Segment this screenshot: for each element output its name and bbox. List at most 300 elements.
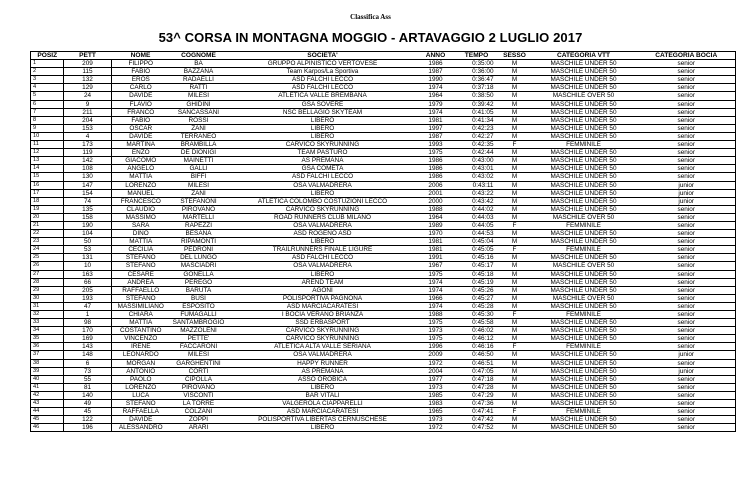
pett-cell: 73 (64, 367, 112, 375)
pett-cell: 148 (64, 351, 112, 359)
categoria-bocia-cell: senior (638, 416, 736, 424)
anno-cell: 1981 (418, 116, 454, 124)
pett-cell: 193 (64, 294, 112, 302)
tempo-cell: 0:45:26 (454, 286, 500, 294)
column-header: POSIZ (31, 52, 64, 60)
categoria-bocia-cell: junior (638, 197, 736, 205)
categoria-bocia-cell: senior (638, 262, 736, 270)
tempo-cell: 0:45:58 (454, 319, 500, 327)
posiz-cell: 11 (31, 141, 64, 149)
societa-cell: LIBERO (228, 132, 418, 140)
societa-cell: Team Karpos/La Sportiva (228, 68, 418, 76)
societa-cell: ASD ROGENO ASD (228, 230, 418, 238)
posiz-cell: 39 (31, 367, 64, 375)
nome-cell: LORENZO (112, 181, 170, 189)
pett-cell: 55 (64, 375, 112, 383)
pett-cell: 173 (64, 141, 112, 149)
cognome-cell: MILESI (170, 92, 228, 100)
categoria-vtt-cell: MASCHILE UNDER 50 (530, 165, 638, 173)
tempo-cell: 0:43:11 (454, 181, 500, 189)
table-row (31, 359, 736, 367)
table-row (31, 173, 736, 181)
categoria-vtt-cell: MASCHILE UNDER 50 (530, 84, 638, 92)
categoria-bocia-cell: senior (638, 270, 736, 278)
nome-cell: RAFFAELLO (112, 286, 170, 294)
anno-cell: 1989 (418, 221, 454, 229)
cognome-cell: GALLI (170, 165, 228, 173)
categoria-bocia-cell: junior (638, 189, 736, 197)
table-row (31, 400, 736, 408)
table-row (31, 157, 736, 165)
cognome-cell: MAZZOLENI (170, 327, 228, 335)
sesso-cell: M (500, 262, 530, 270)
categoria-vtt-cell: MASCHILE UNDER 50 (530, 100, 638, 108)
categoria-vtt-cell: MASCHILE UNDER 50 (530, 335, 638, 343)
tempo-cell: 0:46:02 (454, 327, 500, 335)
categoria-vtt-cell: MASCHILE UNDER 50 (530, 189, 638, 197)
nome-cell: MARTINA (112, 141, 170, 149)
posiz-cell: 16 (31, 181, 64, 189)
pett-cell: 190 (64, 221, 112, 229)
categoria-vtt-cell: MASCHILE UNDER 50 (530, 124, 638, 132)
anno-cell: 1975 (418, 319, 454, 327)
pett-cell: 211 (64, 108, 112, 116)
categoria-vtt-cell: MASCHILE UNDER 50 (530, 359, 638, 367)
sesso-cell: M (500, 181, 530, 189)
table-row (31, 351, 736, 359)
anno-cell: 1985 (418, 391, 454, 399)
posiz-cell: 9 (31, 124, 64, 132)
anno-cell: 1970 (418, 230, 454, 238)
posiz-cell: 40 (31, 375, 64, 383)
cognome-cell: FACCARONI (170, 343, 228, 351)
posiz-cell: 42 (31, 391, 64, 399)
categoria-bocia-cell: senior (638, 132, 736, 140)
anno-cell: 2009 (418, 351, 454, 359)
nome-cell: COSTANTINO (112, 327, 170, 335)
societa-cell: LIBERO (228, 124, 418, 132)
pett-cell: 81 (64, 383, 112, 391)
pett-cell: 204 (64, 116, 112, 124)
categoria-vtt-cell: MASCHILE UNDER 50 (530, 76, 638, 84)
societa-cell: OSA VALMADRERA (228, 181, 418, 189)
anno-cell: 1986 (418, 60, 454, 68)
categoria-bocia-cell: senior (638, 286, 736, 294)
categoria-vtt-cell: MASCHILE OVER 50 (530, 213, 638, 221)
nome-cell: FILIPPO (112, 60, 170, 68)
table-row (31, 278, 736, 286)
cognome-cell: CORTI (170, 367, 228, 375)
pett-cell: 66 (64, 278, 112, 286)
pett-cell: 108 (64, 165, 112, 173)
sesso-cell: M (500, 335, 530, 343)
table-row (31, 367, 736, 375)
table-row (31, 286, 736, 294)
cognome-cell: GHIDINI (170, 100, 228, 108)
categoria-bocia-cell: senior (638, 100, 736, 108)
sesso-cell: M (500, 230, 530, 238)
categoria-bocia-cell: senior (638, 124, 736, 132)
categoria-vtt-cell: FEMMINILE (530, 311, 638, 319)
sesso-cell: M (500, 108, 530, 116)
cognome-cell: PIROVANO (170, 205, 228, 213)
nome-cell: MORGAN (112, 359, 170, 367)
sesso-cell: M (500, 149, 530, 157)
table-row (31, 375, 736, 383)
nome-cell: GIACOMO (112, 157, 170, 165)
page-title: 53^ CORSA IN MONTAGNA MOGGIO - ARTAVAGGIO 2 LUGLIO 2017 (158, 30, 583, 45)
nome-cell: RAFFAELLA (112, 408, 170, 416)
categoria-bocia-cell: senior (638, 302, 736, 310)
table-row (31, 230, 736, 238)
tempo-cell: 0:47:29 (454, 391, 500, 399)
tempo-cell: 0:46:50 (454, 351, 500, 359)
pett-cell: 115 (64, 68, 112, 76)
table-row (31, 132, 736, 140)
categoria-bocia-cell: senior (638, 278, 736, 286)
societa-cell: SSD ERBASPORT (228, 319, 418, 327)
cognome-cell: MAINETTI (170, 157, 228, 165)
sesso-cell: M (500, 68, 530, 76)
societa-cell: I BOCIA VERANO BRIANZA (228, 311, 418, 319)
nome-cell: ANGELO (112, 165, 170, 173)
societa-cell: LIBERO (228, 270, 418, 278)
results-table-wrapper (30, 51, 735, 432)
nome-cell: OSCAR (112, 124, 170, 132)
table-row (31, 141, 736, 149)
column-header: SESSO (500, 52, 530, 60)
pett-cell: 49 (64, 400, 112, 408)
anno-cell: 1996 (418, 343, 454, 351)
pett-cell: 158 (64, 213, 112, 221)
categoria-bocia-cell: senior (638, 60, 736, 68)
societa-cell: ASD FALCHI LECCO (228, 76, 418, 84)
tempo-cell: 0:44:53 (454, 230, 500, 238)
pett-cell: 24 (64, 92, 112, 100)
table-row (31, 108, 736, 116)
societa-cell: ASD MARCIACARATESI (228, 302, 418, 310)
categoria-vtt-cell: MASCHILE UNDER 50 (530, 391, 638, 399)
posiz-cell: 35 (31, 335, 64, 343)
cognome-cell: LA TORRE (170, 400, 228, 408)
anno-cell: 1965 (418, 408, 454, 416)
table-row (31, 270, 736, 278)
categoria-bocia-cell: junior (638, 367, 736, 375)
table-row (31, 68, 736, 76)
posiz-cell: 3 (31, 76, 64, 84)
cognome-cell: CIPOLLA (170, 375, 228, 383)
table-row (31, 424, 736, 432)
categoria-vtt-cell: MASCHILE UNDER 50 (530, 270, 638, 278)
tempo-cell: 0:45:19 (454, 278, 500, 286)
sesso-cell: M (500, 165, 530, 173)
pett-cell: 129 (64, 84, 112, 92)
table-row (31, 408, 736, 416)
sesso-cell: M (500, 84, 530, 92)
categoria-bocia-cell: senior (638, 165, 736, 173)
table-row (31, 246, 736, 254)
anno-cell: 1986 (418, 165, 454, 173)
posiz-cell: 23 (31, 238, 64, 246)
anno-cell: 1975 (418, 270, 454, 278)
societa-cell: ASD FALCHI LECCO (228, 173, 418, 181)
nome-cell: CESARE (112, 270, 170, 278)
tempo-cell: 0:41:34 (454, 116, 500, 124)
categoria-vtt-cell: MASCHILE UNDER 50 (530, 230, 638, 238)
nome-cell: SARA (112, 221, 170, 229)
table-row (31, 238, 736, 246)
societa-cell: BAR VITALI (228, 391, 418, 399)
cognome-cell: BA (170, 60, 228, 68)
sesso-cell: M (500, 416, 530, 424)
posiz-cell: 36 (31, 343, 64, 351)
categoria-bocia-cell: senior (638, 84, 736, 92)
societa-cell: POLISPORTIVA LIBERTAS CERNUSCHESE (228, 416, 418, 424)
anno-cell: 2006 (418, 181, 454, 189)
tempo-cell: 0:37:18 (454, 84, 500, 92)
anno-cell: 1972 (418, 424, 454, 432)
posiz-cell: 14 (31, 165, 64, 173)
tempo-cell: 0:42:23 (454, 124, 500, 132)
categoria-bocia-cell: senior (638, 311, 736, 319)
table-row (31, 311, 736, 319)
tempo-cell: 0:45:04 (454, 238, 500, 246)
societa-cell: LIBERO (228, 189, 418, 197)
anno-cell: 1973 (418, 327, 454, 335)
table-row (31, 391, 736, 399)
categoria-bocia-cell: senior (638, 108, 736, 116)
column-header: TEMPO (454, 52, 500, 60)
sesso-cell: M (500, 359, 530, 367)
column-header: SOCIETA' (228, 52, 418, 60)
pett-cell: 10 (64, 262, 112, 270)
categoria-bocia-cell: senior (638, 213, 736, 221)
tempo-cell: 0:42:44 (454, 149, 500, 157)
posiz-cell: 38 (31, 359, 64, 367)
categoria-vtt-cell: MASCHILE UNDER 50 (530, 327, 638, 335)
categoria-bocia-cell: senior (638, 375, 736, 383)
nome-cell: CLAUDIO (112, 205, 170, 213)
categoria-bocia-cell: senior (638, 246, 736, 254)
societa-cell: LIBERO (228, 383, 418, 391)
nome-cell: STEFANO (112, 294, 170, 302)
nome-cell: FRANCO (112, 108, 170, 116)
cognome-cell: STEFANONI (170, 197, 228, 205)
sesso-cell: M (500, 189, 530, 197)
pett-cell: 50 (64, 238, 112, 246)
cognome-cell: MARTELLI (170, 213, 228, 221)
tempo-cell: 0:42:35 (454, 141, 500, 149)
sesso-cell: F (500, 311, 530, 319)
anno-cell: 1967 (418, 262, 454, 270)
posiz-cell: 4 (31, 84, 64, 92)
posiz-cell: 24 (31, 246, 64, 254)
societa-cell: ATLETICA ALTA VALLE SERIANA (228, 343, 418, 351)
nome-cell: DAVIDE (112, 132, 170, 140)
categoria-vtt-cell: MASCHILE OVER 50 (530, 294, 638, 302)
tempo-cell: 0:47:18 (454, 375, 500, 383)
cognome-cell: ZANI (170, 189, 228, 197)
tempo-cell: 0:39:42 (454, 100, 500, 108)
posiz-cell: 37 (31, 351, 64, 359)
posiz-cell: 6 (31, 100, 64, 108)
cognome-cell: FUMAGALLI (170, 311, 228, 319)
tempo-cell: 0:42:27 (454, 132, 500, 140)
table-row (31, 165, 736, 173)
posiz-cell: 15 (31, 173, 64, 181)
categoria-vtt-cell: MASCHILE OVER 50 (530, 262, 638, 270)
posiz-cell: 21 (31, 221, 64, 229)
anno-cell: 1988 (418, 205, 454, 213)
categoria-vtt-cell: MASCHILE UNDER 50 (530, 116, 638, 124)
tempo-cell: 0:38:50 (454, 92, 500, 100)
tempo-cell: 0:45:30 (454, 311, 500, 319)
societa-cell: ASD FALCHI LECCO (228, 84, 418, 92)
cognome-cell: RIPAMONTI (170, 238, 228, 246)
page-header: Classifica Ass (350, 13, 391, 21)
tempo-cell: 0:46:12 (454, 335, 500, 343)
posiz-cell: 18 (31, 197, 64, 205)
societa-cell: AS PREMANA (228, 157, 418, 165)
posiz-cell: 22 (31, 230, 64, 238)
categoria-bocia-cell: senior (638, 205, 736, 213)
categoria-bocia-cell: senior (638, 359, 736, 367)
sesso-cell: F (500, 408, 530, 416)
sesso-cell: M (500, 116, 530, 124)
anno-cell: 1981 (418, 246, 454, 254)
categoria-bocia-cell: senior (638, 254, 736, 262)
societa-cell: HAPPY RUNNER (228, 359, 418, 367)
categoria-vtt-cell: FEMMINILE (530, 408, 638, 416)
sesso-cell: M (500, 132, 530, 140)
anno-cell: 1973 (418, 383, 454, 391)
nome-cell: STEFANO (112, 254, 170, 262)
categoria-vtt-cell: MASCHILE UNDER 50 (530, 132, 638, 140)
cognome-cell: GARGHENTINI (170, 359, 228, 367)
anno-cell: 1988 (418, 311, 454, 319)
categoria-bocia-cell: senior (638, 173, 736, 181)
posiz-cell: 5 (31, 92, 64, 100)
sesso-cell: M (500, 302, 530, 310)
nome-cell: ANTONIO (112, 367, 170, 375)
categoria-bocia-cell: senior (638, 149, 736, 157)
pett-cell: 163 (64, 270, 112, 278)
categoria-vtt-cell: MASCHILE UNDER 50 (530, 278, 638, 286)
nome-cell: ENZO (112, 149, 170, 157)
categoria-vtt-cell: MASCHILE UNDER 50 (530, 238, 638, 246)
cognome-cell: RAPEZZI (170, 221, 228, 229)
anno-cell: 1979 (418, 100, 454, 108)
categoria-bocia-cell: senior (638, 319, 736, 327)
table-row (31, 205, 736, 213)
tempo-cell: 0:45:28 (454, 302, 500, 310)
sesso-cell: F (500, 141, 530, 149)
pett-cell: 170 (64, 327, 112, 335)
cognome-cell: ESPOSITO (170, 302, 228, 310)
nome-cell: DAVIDE (112, 92, 170, 100)
posiz-cell: 12 (31, 149, 64, 157)
cognome-cell: COLZANI (170, 408, 228, 416)
table-row (31, 92, 736, 100)
tempo-cell: 0:43:22 (454, 189, 500, 197)
categoria-bocia-cell: senior (638, 343, 736, 351)
societa-cell: POLISPORTIVA PAGNONA (228, 294, 418, 302)
table-row (31, 294, 736, 302)
pett-cell: 147 (64, 181, 112, 189)
categoria-bocia-cell: junior (638, 351, 736, 359)
societa-cell: LIBERO (228, 116, 418, 124)
societa-cell: ROAD RUNNERS CLUB MILANO (228, 213, 418, 221)
sesso-cell: M (500, 213, 530, 221)
societa-cell: GRUPPO ALPINISTICO VERTOVESE (228, 60, 418, 68)
categoria-bocia-cell: senior (638, 424, 736, 432)
societa-cell: CARVICO SKYRUNNING (228, 327, 418, 335)
results-table (30, 51, 736, 432)
tempo-cell: 0:47:42 (454, 416, 500, 424)
anno-cell: 1975 (418, 335, 454, 343)
table-row (31, 302, 736, 310)
categoria-vtt-cell: MASCHILE UNDER 50 (530, 319, 638, 327)
categoria-bocia-cell: senior (638, 141, 736, 149)
tempo-cell: 0:44:02 (454, 205, 500, 213)
posiz-cell: 7 (31, 108, 64, 116)
categoria-vtt-cell: MASCHILE UNDER 50 (530, 181, 638, 189)
pett-cell: 74 (64, 197, 112, 205)
pett-cell: 154 (64, 189, 112, 197)
table-row (31, 124, 736, 132)
societa-cell: AGONI (228, 286, 418, 294)
sesso-cell: M (500, 238, 530, 246)
pett-cell: 104 (64, 230, 112, 238)
tempo-cell: 0:43:42 (454, 197, 500, 205)
anno-cell: 1990 (418, 76, 454, 84)
cognome-cell: BARUTA (170, 286, 228, 294)
cognome-cell: RADAELLI (170, 76, 228, 84)
column-header: NOME (112, 52, 170, 60)
posiz-cell: 10 (31, 132, 64, 140)
tempo-cell: 0:43:01 (454, 165, 500, 173)
anno-cell: 1986 (418, 157, 454, 165)
tempo-cell: 0:47:52 (454, 424, 500, 432)
societa-cell: CARVICO SKYRUNNING (228, 205, 418, 213)
posiz-cell: 19 (31, 205, 64, 213)
sesso-cell: M (500, 157, 530, 165)
categoria-vtt-cell: FEMMINILE (530, 221, 638, 229)
pett-cell: 196 (64, 424, 112, 432)
categoria-bocia-cell: senior (638, 221, 736, 229)
cognome-cell: PETTE' (170, 335, 228, 343)
categoria-bocia-cell: senior (638, 335, 736, 343)
tempo-cell: 0:36:47 (454, 76, 500, 84)
categoria-vtt-cell: MASCHILE UNDER 50 (530, 108, 638, 116)
sesso-cell: M (500, 270, 530, 278)
categoria-vtt-cell: FEMMINILE (530, 343, 638, 351)
nome-cell: LEONARDO (112, 351, 170, 359)
pett-cell: 122 (64, 416, 112, 424)
table-header-row (31, 52, 736, 60)
sesso-cell: M (500, 60, 530, 68)
posiz-cell: 30 (31, 294, 64, 302)
anno-cell: 1975 (418, 149, 454, 157)
sesso-cell: M (500, 92, 530, 100)
categoria-bocia-cell: senior (638, 238, 736, 246)
sesso-cell: M (500, 173, 530, 181)
sesso-cell: M (500, 351, 530, 359)
nome-cell: STEFANO (112, 400, 170, 408)
cognome-cell: ROSSI (170, 116, 228, 124)
categoria-vtt-cell: MASCHILE OVER 50 (530, 92, 638, 100)
societa-cell: VALGEROLA CIAPPARELLI (228, 400, 418, 408)
